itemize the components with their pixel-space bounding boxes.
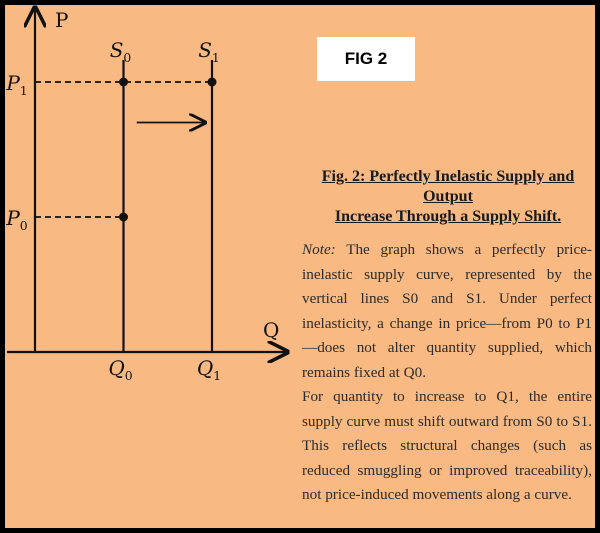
note-label: Note: <box>302 241 336 258</box>
point-a <box>119 213 128 222</box>
note-paragraph-2: For quantity to increase to Q1, the entire supply curve must shift outward from S0 to S1. This reflects structural changes (such as reduced smuggling or improved traceability), not price-induced movements along a curve. <box>302 388 592 503</box>
series-s1-label: $S_1$ <box>198 38 220 65</box>
figure-panel <box>5 5 595 528</box>
figure-note <box>302 238 592 508</box>
series-s0-label: $S_0$ <box>109 38 132 65</box>
chart-layer <box>5 8 285 383</box>
x-tick-q0: $Q_0$ <box>108 356 133 383</box>
y-axis-title: P <box>55 8 69 32</box>
y-tick-p1: $P_1$ <box>6 71 28 98</box>
figure-caption <box>302 167 594 227</box>
supply-chart <box>5 5 305 385</box>
point-b <box>119 78 128 87</box>
y-tick-p0: $P_0$ <box>6 206 28 233</box>
caption-line-1: Fig. 2: Perfectly Inelastic Supply and Output <box>321 168 575 205</box>
caption-line-2: Increase Through a Supply Shift. <box>334 208 562 225</box>
point-c <box>208 78 217 87</box>
fig-badge: FIG 2 <box>317 37 415 81</box>
x-tick-q1: $Q_1$ <box>196 356 222 383</box>
note-paragraph-1 <box>302 238 592 385</box>
x-axis-title: Q <box>263 318 280 342</box>
note-paragraph-1-text: The graph shows a perfectly price-inelastic supply curve, represented by the vertical lines S0 and S1. Under perfect inelasticity, a change in price—from P0 to P1—does not alter quantity supplied, which remains fixed at Q0. <box>302 241 592 381</box>
